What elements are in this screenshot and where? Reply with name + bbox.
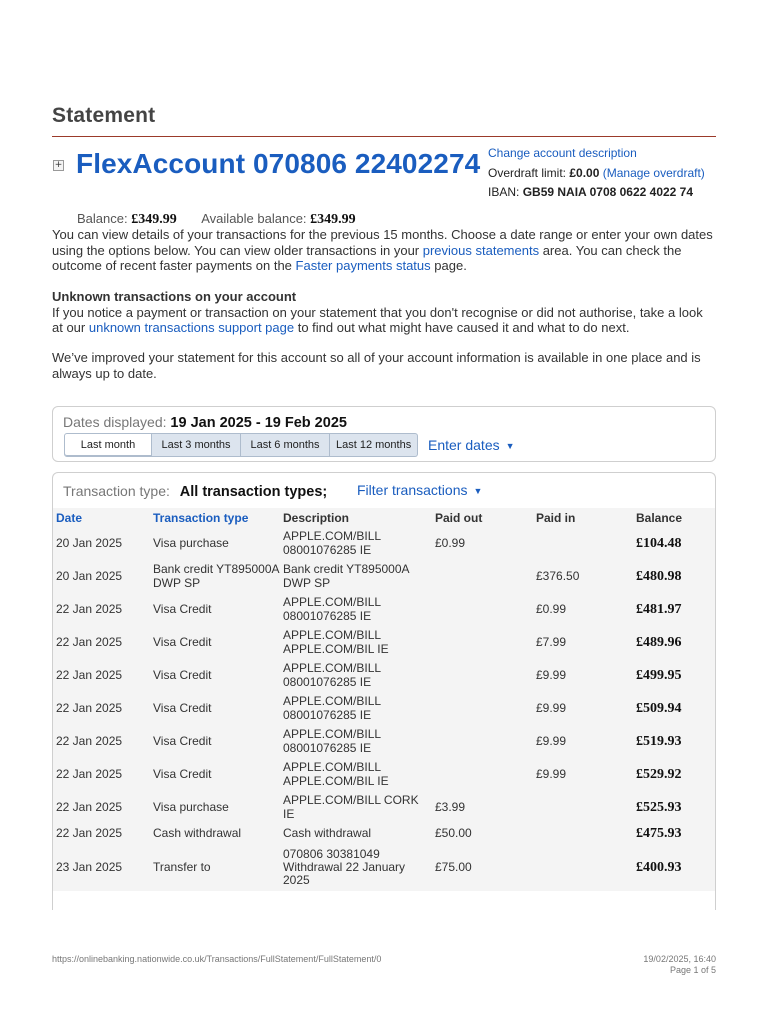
cell-paid-in	[533, 791, 633, 824]
cell-paid-out: £3.99	[432, 791, 533, 824]
cell-balance: £104.48	[633, 527, 716, 560]
date-column-header[interactable]: Date	[53, 508, 150, 527]
transactions-panel	[52, 472, 716, 910]
caret-down-icon: ▼	[473, 486, 483, 496]
dates-displayed-range: 19 Jan 2025 - 19 Feb 2025	[170, 415, 347, 431]
tab-last-3-months[interactable]: Last 3 months	[152, 433, 241, 457]
cell-date: 22 Jan 2025	[53, 593, 150, 626]
cell-date: 22 Jan 2025	[53, 791, 150, 824]
cell-type: Visa Credit	[150, 692, 280, 725]
tab-last-month[interactable]: Last month	[64, 433, 152, 457]
caret-down-icon: ▼	[505, 441, 515, 451]
footer-page: Page 1 of 5	[669, 964, 716, 975]
available-balance-label: Available balance:	[201, 211, 307, 226]
transaction-type-label: Transaction type:	[63, 483, 170, 499]
unknown-text: to find out what might have caused it and what to do next.	[294, 320, 630, 335]
enter-dates-link[interactable]	[428, 437, 515, 453]
table-row	[53, 626, 716, 659]
cell-paid-out	[432, 725, 533, 758]
change-account-description-link[interactable]: Change account description	[488, 146, 637, 160]
unknown-transactions-section	[52, 289, 716, 336]
footer-url: https://onlinebanking.nationwide.co.uk/Transactions/FullStatement/FullStatement/0	[52, 954, 382, 964]
improved-statement-paragraph: We’ve improved your statement for this account so all of your account information is available in one place and is always up to date.	[52, 350, 701, 381]
date-range-tabs	[64, 433, 418, 458]
account-name: FlexAccount 070806 22402274	[76, 148, 481, 179]
cell-balance: £525.93	[633, 791, 716, 824]
table-row	[53, 692, 716, 725]
cell-description: APPLE.COM/BILL APPLE.COM/BIL IE	[280, 626, 432, 659]
previous-statements-link[interactable]: previous statements	[422, 242, 540, 258]
footer-datetime: 19/02/2025, 16:40	[643, 954, 716, 964]
cell-description: Cash withdrawal	[280, 824, 432, 844]
cell-balance: £400.93	[633, 844, 716, 891]
cell-paid-out	[432, 626, 533, 659]
balances-line	[77, 211, 356, 228]
cell-description: APPLE.COM/BILL 08001076285 IE	[280, 725, 432, 758]
cell-description: APPLE.COM/BILL APPLE.COM/BIL IE	[280, 758, 432, 791]
unknown-transactions-heading: Unknown transactions on your account	[52, 289, 297, 304]
cell-type: Visa Credit	[150, 626, 280, 659]
cell-paid-out	[432, 758, 533, 791]
cell-type: Visa purchase	[150, 527, 280, 560]
overdraft-line	[488, 164, 705, 184]
manage-overdraft-link[interactable]: (Manage overdraft)	[602, 165, 705, 180]
table-row	[53, 659, 716, 692]
cell-paid-in: £9.99	[533, 758, 633, 791]
dates-displayed	[63, 414, 347, 431]
paid-in-column-header: Paid in	[533, 508, 633, 527]
cell-balance: £475.93	[633, 824, 716, 844]
intro-text: area. You can check the outcome of recent faster payments on the	[52, 242, 682, 273]
cell-description: APPLE.COM/BILL 08001076285 IE	[280, 593, 432, 626]
intro-text: page.	[430, 258, 467, 273]
cell-description: 070806 30381049 Withdrawal 22 January 2025	[280, 844, 432, 891]
paid-out-column-header: Paid out	[432, 508, 533, 527]
cell-description: Bank credit YT895000A DWP SP	[280, 560, 432, 593]
cell-paid-in	[533, 824, 633, 844]
cell-date: 20 Jan 2025	[53, 560, 150, 593]
balance-column-header: Balance	[633, 508, 716, 527]
cell-paid-in: £0.99	[533, 593, 633, 626]
overdraft-value: £0.00	[569, 165, 600, 180]
table-row	[53, 560, 716, 593]
cell-type: Visa purchase	[150, 791, 280, 824]
cell-description: APPLE.COM/BILL 08001076285 IE	[280, 692, 432, 725]
faster-payments-status-link[interactable]: Faster payments status	[295, 258, 431, 273]
cell-balance: £499.95	[633, 659, 716, 692]
iban-label: IBAN:	[488, 185, 520, 199]
cell-type: Visa Credit	[150, 593, 280, 626]
cell-paid-in: £9.99	[533, 692, 633, 725]
cell-type: Visa Credit	[150, 758, 280, 791]
cell-paid-in: £9.99	[533, 659, 633, 692]
cell-date: 20 Jan 2025	[53, 527, 150, 560]
transaction-type	[63, 483, 327, 500]
description-column-header: Description	[280, 508, 432, 527]
cell-paid-out: £50.00	[432, 824, 533, 844]
type-column-header[interactable]: Transaction type	[150, 508, 280, 527]
expand-icon[interactable]: +	[54, 160, 63, 170]
table-row	[53, 725, 716, 758]
title-divider	[52, 136, 716, 137]
cell-type: Bank credit YT895000A DWP SP	[150, 560, 280, 593]
cell-description: APPLE.COM/BILL 08001076285 IE	[280, 527, 432, 560]
cell-balance: £529.92	[633, 758, 716, 791]
iban-line	[488, 183, 705, 203]
balance-value: £349.99	[131, 212, 177, 227]
enter-dates-label: Enter dates	[428, 437, 500, 453]
unknown-transactions-support-link[interactable]: unknown transactions support page	[88, 320, 295, 335]
cell-balance: £519.93	[633, 725, 716, 758]
cell-paid-in: £9.99	[533, 725, 633, 758]
transaction-type-value: All transaction types;	[179, 484, 328, 500]
cell-paid-in	[533, 844, 633, 891]
iban-value: GB59 NAIA 0708 0622 4022 74	[522, 185, 694, 199]
table-row	[53, 844, 716, 891]
unknown-text: If you notice a payment or transaction on your statement that you don't recognise or did not authorise, take a look at our	[52, 304, 703, 335]
cell-paid-out: £75.00	[432, 844, 533, 891]
intro-paragraph	[52, 227, 716, 274]
cell-date: 23 Jan 2025	[53, 844, 150, 891]
cell-type: Visa Credit	[150, 659, 280, 692]
cell-paid-out	[432, 593, 533, 626]
balance-label: Balance:	[77, 211, 128, 226]
cell-paid-out	[432, 560, 533, 593]
cell-type: Transfer to	[150, 844, 280, 891]
table-row	[53, 527, 716, 560]
overdraft-label: Overdraft limit:	[488, 165, 567, 180]
cell-date: 22 Jan 2025	[53, 626, 150, 659]
filter-transactions-label: Filter transactions	[357, 482, 468, 498]
cell-paid-out	[432, 659, 533, 692]
cell-paid-out: £0.99	[432, 527, 533, 560]
cell-description: APPLE.COM/BILL CORK IE	[280, 791, 432, 824]
dates-displayed-label: Dates displayed:	[63, 414, 167, 430]
cell-type: Visa Credit	[150, 725, 280, 758]
cell-description: APPLE.COM/BILL 08001076285 IE	[280, 659, 432, 692]
available-balance-value: £349.99	[310, 212, 356, 227]
table-row	[53, 824, 716, 844]
table-header-row	[53, 508, 716, 527]
cell-date: 22 Jan 2025	[53, 692, 150, 725]
cell-paid-out	[432, 692, 533, 725]
cell-date: 22 Jan 2025	[53, 659, 150, 692]
table-row	[53, 758, 716, 791]
cell-paid-in: £7.99	[533, 626, 633, 659]
account-side-panel	[488, 144, 705, 203]
cell-date: 22 Jan 2025	[53, 824, 150, 844]
cell-type: Cash withdrawal	[150, 824, 280, 844]
footer-right	[643, 954, 716, 975]
cell-paid-in: £376.50	[533, 560, 633, 593]
cell-balance: £489.96	[633, 626, 716, 659]
dates-panel	[52, 406, 716, 462]
table-row	[53, 791, 716, 824]
intro-text: You can view details of your transactions for the previous 15 months. Choose a date range or enter your own dates using the options below. You can view older transactions in your	[52, 227, 713, 258]
cell-date: 22 Jan 2025	[53, 725, 150, 758]
cell-balance: £480.98	[633, 560, 716, 593]
cell-balance: £481.97	[633, 593, 716, 626]
table-row	[53, 593, 716, 626]
cell-paid-in	[533, 527, 633, 560]
cell-date: 22 Jan 2025	[53, 758, 150, 791]
transactions-table	[53, 508, 716, 891]
tab-last-12-months[interactable]: Last 12 months	[330, 433, 418, 457]
cell-balance: £509.94	[633, 692, 716, 725]
tab-last-6-months[interactable]: Last 6 months	[241, 433, 330, 457]
page-title: Statement	[52, 104, 156, 127]
filter-transactions-link[interactable]	[357, 482, 482, 498]
